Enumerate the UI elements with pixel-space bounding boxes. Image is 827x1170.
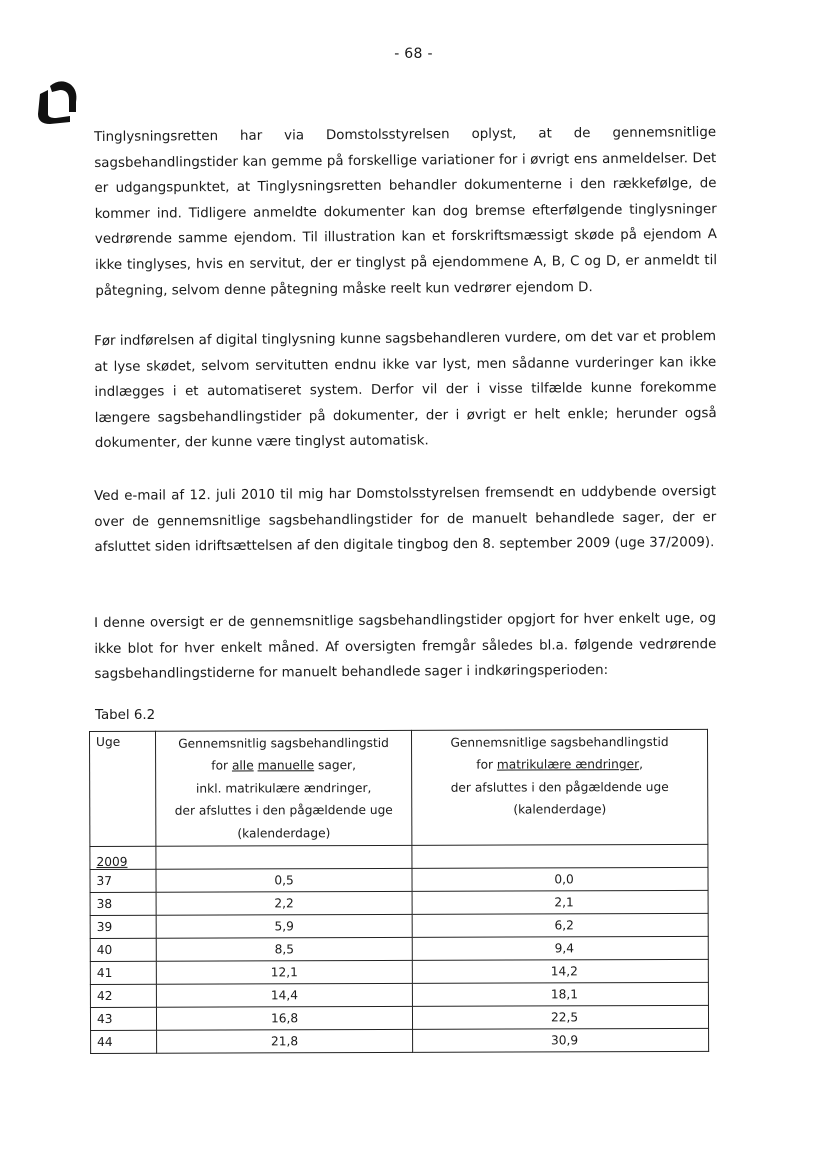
header-a-line-5: (kalenderdage) [237,825,331,841]
value-all-manual: 5,9 [156,914,412,938]
week-cell: 40 [90,938,156,961]
week-cell: 39 [90,915,156,938]
table-row [90,936,708,961]
value-all-manual: 14,4 [156,983,412,1007]
header-week: Uge [90,731,156,846]
table-row [90,913,708,938]
header-b-matrikulaere: matrikulære ændringer [496,757,640,772]
header-all-manual-cases [156,730,412,846]
value-all-manual: 8,5 [156,937,412,961]
week-cell: 38 [90,892,156,915]
table-header-row [90,729,708,846]
stylised-c-logo-icon [36,78,78,124]
paragraph-1: Tinglysningsretten har via Domstolsstyrelsen oplyst, at de gennemsnitlige sagsbehandlingstider kan gemme på forskellige variationer for i øvrigt ens anmeldelser. Det er udgangspunktet, at Tinglysningsretten behandler dokumenterne i den rækkefølge, de kommer ind. Tidligere anmeldte dokumenter kan dog bremse efterfølgende tinglysninger vedrørende samme ejendom. Til illustration kan et forskriftsmæssigt skøde på ejendom A ikke tinglyses, hvis en servitut, der er tinglyst på ejendommene A, B, C og D, er anmeldt til påtegning, selvom denne påtegning måske reelt kun vedrører ejendom D. [94,125,718,299]
value-cadastral: 2,1 [412,890,708,914]
table-row [90,959,708,984]
year-empty-b [412,844,708,868]
paragraph-2: Før indførelsen af digital tinglysning kunne sagsbehandleren vurdere, om det var et problem at lyse skødet, selvom servitutten endnu ikke var lyst, men sådanne vurderinger kan ikke indlægges i et automatiseret system. Derfor vil der i visse tilfælde kunne forekomme længere sagsbehandlingstider på dokumenter, der i øvrigt er helt enkle; herunder også dokumenter, der kunne være tinglyst automatisk. [94,329,717,452]
table-caption: Tabel 6.2 [95,708,156,723]
value-cadastral: 14,2 [412,959,708,983]
value-cadastral: 22,5 [412,1005,708,1029]
table-row [90,867,708,892]
header-a-alle: alle [231,758,254,773]
year-empty-a [156,845,412,869]
week-cell: 41 [90,961,156,984]
header-b-line-3: der afsluttes i den pågældende uge [450,779,669,795]
header-a-line-2-post: sager, [314,758,356,773]
header-b-line-4: (kalenderdage) [513,802,607,817]
value-cadastral: 0,0 [412,867,708,891]
value-all-manual: 21,8 [157,1029,413,1053]
header-a-line-2 [156,754,411,777]
paragraph-3: Ved e-mail af 12. juli 2010 til mig har Domstolsstyrelsen fremsendt en uddybende oversigt over de gennemsnitlige sagsbehandlingstider for de manuelt behandlede sager, der er afsluttet siden idriftsættelsen af den digitale tingbog den 8. september 2009 (uge 37/2009). [94,484,717,556]
table-row [91,1028,709,1053]
header-b-line-1: Gennemsnitlige sagsbehandlingstid [450,734,669,750]
header-a-line-1: Gennemsnitlig sagsbehandlingstid [178,735,389,751]
week-cell: 42 [90,984,156,1007]
week-cell: 43 [90,1007,156,1030]
table-row [90,982,708,1007]
case-processing-table [89,729,709,1054]
table-year-row [90,844,708,869]
paragraph-4: I denne oversigt er de gennemsnitlige sagsbehandlingstider opgjort for hver enkelt uge, og ikke blot for hver enkelt måned. Af oversigten fremgår således bl.a. følgende vedrørende sagsbehandlingstiderne for manuelt behandlede sager i indkøringsperioden: [94,611,717,683]
value-all-manual: 12,1 [156,960,412,984]
table-row [90,1005,708,1030]
header-b-line-2-pre: for [476,757,497,773]
value-all-manual: 0,5 [156,868,412,892]
header-a-line-3: inkl. matrikulære ændringer, [195,780,372,796]
value-cadastral: 30,9 [413,1028,709,1052]
header-b-line-2-post: , [639,757,643,772]
week-cell: 44 [91,1030,157,1053]
header-a-manuelle: manuelle [257,758,315,773]
year-label: 2009 [90,846,156,869]
value-cadastral: 9,4 [412,936,708,960]
header-a-line-2-pre: for [211,758,232,773]
header-cadastral-changes [411,729,707,845]
header-b-line-2 [412,753,707,776]
value-all-manual: 16,8 [156,1006,412,1030]
page-number: - 68 - [394,46,433,62]
header-a-line-4: der afsluttes i den pågældende uge [174,803,393,818]
week-cell: 37 [90,869,156,892]
table-row [90,890,708,915]
value-cadastral: 6,2 [412,913,708,937]
value-cadastral: 18,1 [412,982,708,1006]
value-all-manual: 2,2 [156,891,412,915]
